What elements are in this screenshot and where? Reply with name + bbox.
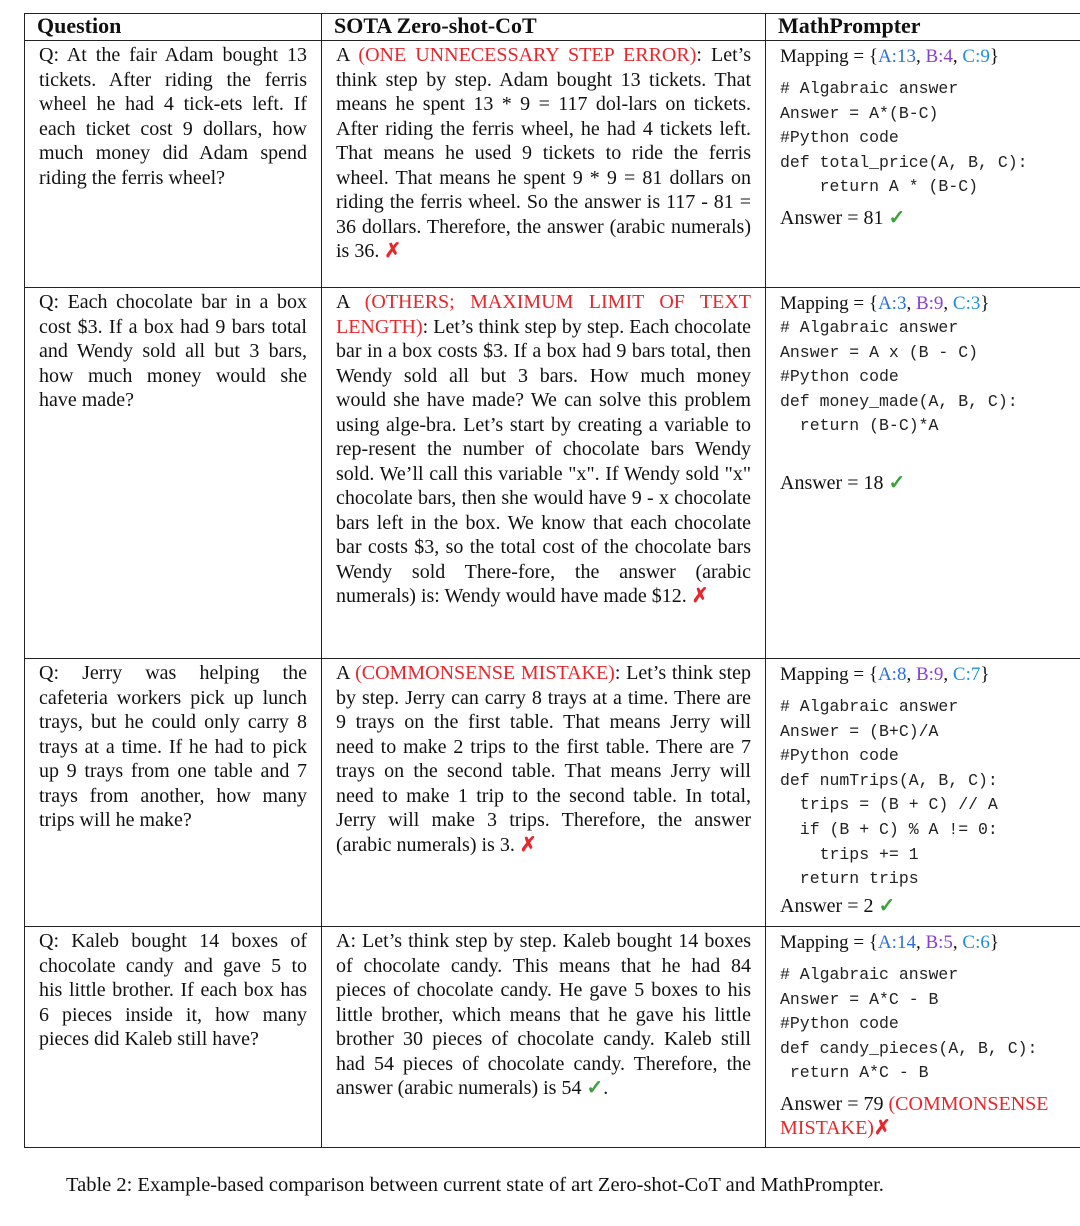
check-icon: ✓ [888,206,906,229]
cross-icon: ✗ [691,585,709,607]
check-icon: ✓ [878,894,896,917]
mapping-line: Mapping = {A:13, B:4, C:9} [780,46,999,67]
sota-prefix: A [336,44,359,66]
sota-answer-text: : Let’s think step by step. Adam bought 13 tickets. That means he spent 13 * 9 = 117 dol-lars on tickets. After riding the ferris wheel, he had 4 tickets left. That means he used 9 tickets to ride the ferris wheel. That means he spent 9 * 9 = 81 dollars on riding the ferris wheel. So the answer is 117 - 81 = 36 dollars. Therefore, the answer (arabic numerals) is 36. [336,44,751,262]
question-text: Q: Jerry was helping the cafeteria workers pick up lunch trays, but he could only carry 8 trays at a time. If he had to pick up 9 trays from one table and 7 trays from another, how many trips will he make? [39,662,307,831]
sota-cell [322,288,766,659]
question-cell [25,41,322,288]
header-sota: SOTA Zero-shot-CoT [322,14,766,41]
sota-cell [322,659,766,927]
sota-answer-text: : Let’s think step by step. Each chocolate bar in a box costs $3. If a box had 9 bars total, then Wendy sold all but 3 bars. How much money would she have made? We can solve this problem using alge-bra. Let’s start by creating a variable to rep-resent the number of chocolate bars Wendy sold. We’ll call this variable "x". If Wendy sold "x" chocolate bars, then she would have 9 - x chocolate bars left in the box. We know that each chocolate bar costs $3, so the total cost of the chocolate bars Wendy sold There-fore, the answer (arabic numerals) is: Wendy would have made $12. [336,315,751,607]
check-icon: ✓ [888,471,906,494]
mathprompter-answer: Answer = 18 ✓ [780,471,906,494]
table-row [25,288,1080,659]
cross-icon: ✗ [519,833,537,856]
sota-answer-text: A: Let’s think step by step. Kaleb bought 14 boxes of chocolate candy. This means that he had 84 pieces of chocolate candy. He gave 5 boxes to his little brother, which means that he gave his little brother 30 pieces of chocolate candy. Kaleb still had 54 pieces of chocolate candy. Therefore, the answer (arabic numerals) is 54 [336,930,751,1099]
sota-error-label: (ONE UNNECESSARY STEP ERROR) [358,44,697,66]
mathprompter-cell [766,41,1080,288]
mathprompter-answer: Answer = 2 ✓ [780,894,896,917]
mapping-line: Mapping = {A:8, B:9, C:7} [780,664,990,685]
sota-error-label: (OTHERS; MAXIMUM LIMIT OF TEXT LENGTH) [336,291,751,338]
question-cell [25,659,322,927]
cross-icon: ✗ [384,240,402,262]
code-block: # Algabraic answer Answer = A*C - B #Python code def candy_pieces(A, B, C): return A*C - B [780,965,1038,1083]
table-row [25,41,1080,288]
mapping-line: Mapping = {A:14, B:5, C:6} [780,932,999,953]
question-text: Q: Kaleb bought 14 boxes of chocolate candy and gave 5 to his little brother. If each box has 6 pieces inside it, how many pieces did Kaleb still have? [39,930,307,1050]
code-block: # Algabraic answer Answer = A*(B-C) #Python code def total_price(A, B, C): return A * (B-C) [780,79,1028,197]
sota-error-label: (COMMONSENSE MISTAKE) [355,662,615,684]
mathprompter-cell [766,659,1080,927]
mathprompter-error-label: (COMMONSENSE MISTAKE) [780,1092,1049,1139]
mathprompter-answer: Answer = 81 ✓ [780,206,906,229]
mapping-line: Mapping = {A:3, B:9, C:3} [780,293,990,314]
header-row [25,14,1080,41]
header-mathprompter: MathPrompter [766,14,1080,41]
sota-cell: A: Let’s think step by step. Kaleb bought 14 boxes of chocolate candy. This means that he had 84 pieces of chocolate candy. He gave 5 boxes to his little brother, which means that he gave his little brother 30 pieces of chocolate candy. Kaleb still had 54 pieces of chocolate candy. Therefore, the answer (arabic numerals) is 54 ✓. [322,927,766,1148]
question-text: Q: Each chocolate bar in a box cost $3. If a box had 9 bars total and Wendy sold all but 3 bars, how much money would she have made? [39,291,307,411]
question-cell [25,927,322,1148]
cross-icon: ✗ [873,1116,891,1139]
header-question: Question [25,14,322,41]
table-row [25,927,1080,1148]
sota-cell [322,41,766,288]
sota-answer-text: : Let’s think step by step. Jerry can carry 8 trays at a time. There are 9 trays on the first table. That means Jerry will need to make 2 trips to the first table. There are 7 trays on the second table. That means Jerry will need to make 1 trip to the second table. In total, Jerry will make 3 trips. Therefore, the answer (arabic numerals) is 3. [336,662,751,856]
table-row [25,659,1080,927]
question-text: Q: At the fair Adam bought 13 tickets. After riding the ferris wheel he had 4 tick-ets left. If each ticket cost 9 dollars, how much money did Adam spend riding the ferris wheel? [39,44,307,189]
code-block: # Algabraic answer Answer = A x (B - C) #Python code def money_made(A, B, C): return (B-C)*A [780,318,1018,436]
sota-prefix: A [336,662,356,684]
mathprompter-cell [766,927,1080,1148]
sota-prefix: A [336,291,365,313]
question-cell [25,288,322,659]
check-icon: ✓ [586,1077,604,1099]
table-caption: Table 2: Example-based comparison between current state of art Zero-shot-CoT and MathPrompter. [66,1174,884,1196]
code-block: # Algabraic answer Answer = (B+C)/A #Python code def numTrips(A, B, C): trips = (B + C) // A if (B + C) % A != 0: trips += 1 return trips [780,697,998,889]
mathprompter-cell [766,288,1080,659]
comparison-table [24,13,1080,1148]
mathprompter-answer: Answer = 79 (COMMONSENSE MISTAKE)✗ [780,1092,1049,1139]
